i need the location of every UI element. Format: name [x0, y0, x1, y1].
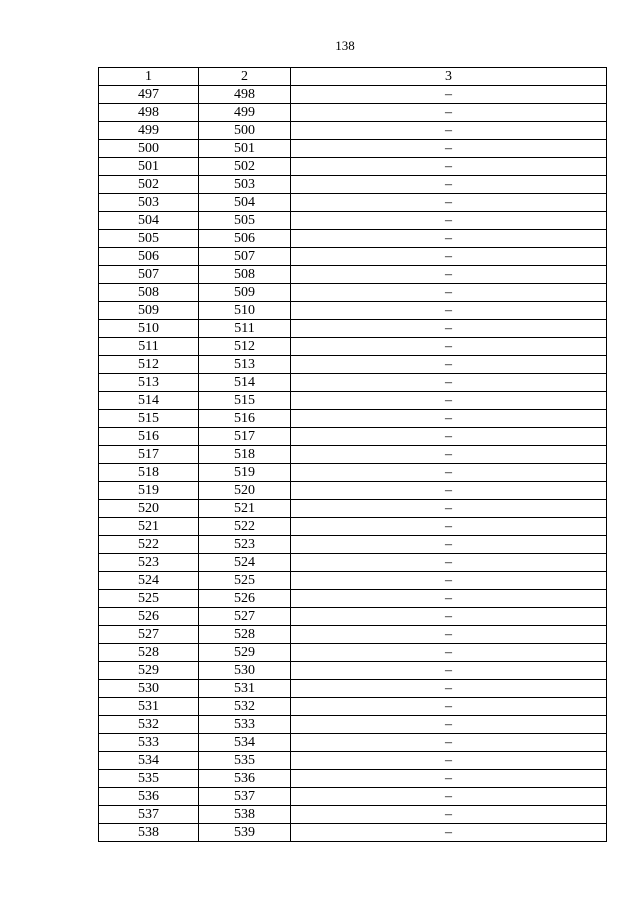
- table-cell-col-2: 507: [199, 248, 291, 266]
- table-cell-col-3: –: [291, 554, 607, 572]
- table-cell-col-1: 525: [99, 590, 199, 608]
- table-cell-col-1: 524: [99, 572, 199, 590]
- table-cell-col-3: –: [291, 86, 607, 104]
- table-cell-col-3: –: [291, 482, 607, 500]
- table-cell-col-1: 534: [99, 752, 199, 770]
- table-row: [99, 536, 607, 554]
- table-cell-col-3: –: [291, 446, 607, 464]
- table-cell-col-3: –: [291, 248, 607, 266]
- table-cell-col-2: 536: [199, 770, 291, 788]
- table-cell-col-3: –: [291, 734, 607, 752]
- table-cell-col-3: –: [291, 212, 607, 230]
- table-cell-col-1: 517: [99, 446, 199, 464]
- table-cell-col-2: 501: [199, 140, 291, 158]
- table-cell-col-3: –: [291, 770, 607, 788]
- table-cell-col-3: –: [291, 662, 607, 680]
- table-cell-col-1: 520: [99, 500, 199, 518]
- table-cell-col-2: 535: [199, 752, 291, 770]
- table-row: [99, 752, 607, 770]
- table-row: [99, 122, 607, 140]
- table-cell-col-3: –: [291, 698, 607, 716]
- table-row: [99, 770, 607, 788]
- table-cell-col-1: 512: [99, 356, 199, 374]
- table-cell-col-3: –: [291, 158, 607, 176]
- table-cell-col-2: 510: [199, 302, 291, 320]
- table-cell-col-1: 523: [99, 554, 199, 572]
- page-number: 138: [335, 38, 355, 53]
- table-cell-col-1: 507: [99, 266, 199, 284]
- table-cell-col-3: –: [291, 644, 607, 662]
- table-row: [99, 266, 607, 284]
- table-cell-col-3: –: [291, 302, 607, 320]
- table-row: [99, 338, 607, 356]
- table-cell-col-3: –: [291, 428, 607, 446]
- table-cell-col-3: –: [291, 806, 607, 824]
- table-cell-col-3: –: [291, 572, 607, 590]
- table-cell-col-2: 518: [199, 446, 291, 464]
- table-cell-col-1: 502: [99, 176, 199, 194]
- table-cell-col-1: 508: [99, 284, 199, 302]
- table-row: [99, 824, 607, 842]
- table-cell-col-3: –: [291, 392, 607, 410]
- table-cell-col-3: –: [291, 194, 607, 212]
- table-cell-col-2: 513: [199, 356, 291, 374]
- table-row: [99, 680, 607, 698]
- table-cell-col-1: 530: [99, 680, 199, 698]
- table-row: [99, 482, 607, 500]
- table-cell-col-2: 530: [199, 662, 291, 680]
- table-row: [99, 572, 607, 590]
- data-table: [98, 67, 607, 842]
- table-cell-col-1: 506: [99, 248, 199, 266]
- table-cell-col-1: 513: [99, 374, 199, 392]
- table-row: [99, 302, 607, 320]
- table-cell-col-3: –: [291, 284, 607, 302]
- table-cell-col-1: 505: [99, 230, 199, 248]
- table-cell-col-3: –: [291, 608, 607, 626]
- table-cell-col-1: 521: [99, 518, 199, 536]
- table-cell-col-2: 504: [199, 194, 291, 212]
- table-cell-col-3: –: [291, 104, 607, 122]
- table-cell-col-1: 510: [99, 320, 199, 338]
- table-cell-col-1: 538: [99, 824, 199, 842]
- table-row: [99, 284, 607, 302]
- table-cell-col-2: 537: [199, 788, 291, 806]
- table-row: [99, 806, 607, 824]
- table-row: [99, 500, 607, 518]
- table-cell-col-2: 505: [199, 212, 291, 230]
- table-row: [99, 788, 607, 806]
- table-cell-col-1: 529: [99, 662, 199, 680]
- table-cell-col-3: –: [291, 518, 607, 536]
- table-row: [99, 608, 607, 626]
- table-cell-col-3: –: [291, 356, 607, 374]
- table-cell-col-1: 522: [99, 536, 199, 554]
- table-cell-col-1: 535: [99, 770, 199, 788]
- table-cell-col-2: 509: [199, 284, 291, 302]
- table-cell-col-3: –: [291, 464, 607, 482]
- table-cell-col-3: –: [291, 122, 607, 140]
- table-cell-col-3: –: [291, 590, 607, 608]
- table-cell-col-1: 504: [99, 212, 199, 230]
- table-cell-col-1: 514: [99, 392, 199, 410]
- table-row: [99, 554, 607, 572]
- table-header: [99, 68, 607, 86]
- table-row: [99, 158, 607, 176]
- table-row: [99, 212, 607, 230]
- table-cell-col-1: 509: [99, 302, 199, 320]
- table-row: [99, 590, 607, 608]
- table-cell-col-2: 523: [199, 536, 291, 554]
- table-cell-col-2: 533: [199, 716, 291, 734]
- table-row: [99, 356, 607, 374]
- table-cell-col-1: 527: [99, 626, 199, 644]
- column-header-3: 3: [291, 68, 607, 86]
- table-cell-col-2: 520: [199, 482, 291, 500]
- table-cell-col-2: 508: [199, 266, 291, 284]
- table-cell-col-2: 526: [199, 590, 291, 608]
- table-cell-col-1: 518: [99, 464, 199, 482]
- table-cell-col-2: 515: [199, 392, 291, 410]
- table-cell-col-2: 511: [199, 320, 291, 338]
- table-cell-col-3: –: [291, 500, 607, 518]
- table-cell-col-3: –: [291, 230, 607, 248]
- table-row: [99, 104, 607, 122]
- table-row: [99, 716, 607, 734]
- table-cell-col-2: 534: [199, 734, 291, 752]
- table-cell-col-1: 519: [99, 482, 199, 500]
- table-row: [99, 428, 607, 446]
- table-row: [99, 644, 607, 662]
- table-cell-col-2: 527: [199, 608, 291, 626]
- table-cell-col-3: –: [291, 266, 607, 284]
- table-row: [99, 140, 607, 158]
- table-row: [99, 176, 607, 194]
- table-cell-col-2: 512: [199, 338, 291, 356]
- table-cell-col-2: 521: [199, 500, 291, 518]
- table-cell-col-3: –: [291, 338, 607, 356]
- table-cell-col-3: –: [291, 824, 607, 842]
- table-cell-col-1: 515: [99, 410, 199, 428]
- table-row: [99, 518, 607, 536]
- table-cell-col-2: 531: [199, 680, 291, 698]
- table-row: [99, 230, 607, 248]
- table-cell-col-2: 539: [199, 824, 291, 842]
- column-header-2: 2: [199, 68, 291, 86]
- table-cell-col-3: –: [291, 374, 607, 392]
- table-cell-col-3: –: [291, 752, 607, 770]
- table-cell-col-3: –: [291, 680, 607, 698]
- table-row: [99, 464, 607, 482]
- table-row: [99, 734, 607, 752]
- table-row: [99, 410, 607, 428]
- table-row: [99, 392, 607, 410]
- header-row: [99, 68, 607, 86]
- table-cell-col-1: 533: [99, 734, 199, 752]
- table-cell-col-2: 502: [199, 158, 291, 176]
- table-cell-col-2: 503: [199, 176, 291, 194]
- table-cell-col-1: 536: [99, 788, 199, 806]
- table-cell-col-3: –: [291, 626, 607, 644]
- table-cell-col-3: –: [291, 788, 607, 806]
- table-cell-col-2: 500: [199, 122, 291, 140]
- table-cell-col-2: 532: [199, 698, 291, 716]
- table-row: [99, 86, 607, 104]
- table-cell-col-2: 528: [199, 626, 291, 644]
- table-cell-col-2: 517: [199, 428, 291, 446]
- table-cell-col-1: 516: [99, 428, 199, 446]
- table-cell-col-1: 528: [99, 644, 199, 662]
- table-cell-col-3: –: [291, 716, 607, 734]
- table-cell-col-1: 537: [99, 806, 199, 824]
- table-cell-col-1: 499: [99, 122, 199, 140]
- table-body: [99, 86, 607, 842]
- table-cell-col-2: 519: [199, 464, 291, 482]
- table-row: [99, 374, 607, 392]
- table-cell-col-1: 526: [99, 608, 199, 626]
- table-cell-col-1: 501: [99, 158, 199, 176]
- table-cell-col-2: 522: [199, 518, 291, 536]
- table-cell-col-2: 499: [199, 104, 291, 122]
- table-cell-col-1: 531: [99, 698, 199, 716]
- table-cell-col-2: 506: [199, 230, 291, 248]
- table-cell-col-3: –: [291, 140, 607, 158]
- table-cell-col-1: 503: [99, 194, 199, 212]
- table-cell-col-2: 498: [199, 86, 291, 104]
- table-cell-col-3: –: [291, 320, 607, 338]
- table-cell-col-2: 529: [199, 644, 291, 662]
- table-cell-col-2: 538: [199, 806, 291, 824]
- table-row: [99, 446, 607, 464]
- table-row: [99, 194, 607, 212]
- table-cell-col-1: 500: [99, 140, 199, 158]
- table-cell-col-2: 516: [199, 410, 291, 428]
- table-row: [99, 320, 607, 338]
- table-row: [99, 662, 607, 680]
- table-cell-col-2: 525: [199, 572, 291, 590]
- table-cell-col-1: 498: [99, 104, 199, 122]
- table-cell-col-3: –: [291, 410, 607, 428]
- table-cell-col-2: 514: [199, 374, 291, 392]
- table-cell-col-3: –: [291, 536, 607, 554]
- table-cell-col-1: 532: [99, 716, 199, 734]
- table-row: [99, 698, 607, 716]
- table-row: [99, 626, 607, 644]
- table-row: [99, 248, 607, 266]
- table-cell-col-2: 524: [199, 554, 291, 572]
- table-cell-col-3: –: [291, 176, 607, 194]
- table-cell-col-1: 497: [99, 86, 199, 104]
- column-header-1: 1: [99, 68, 199, 86]
- table-cell-col-1: 511: [99, 338, 199, 356]
